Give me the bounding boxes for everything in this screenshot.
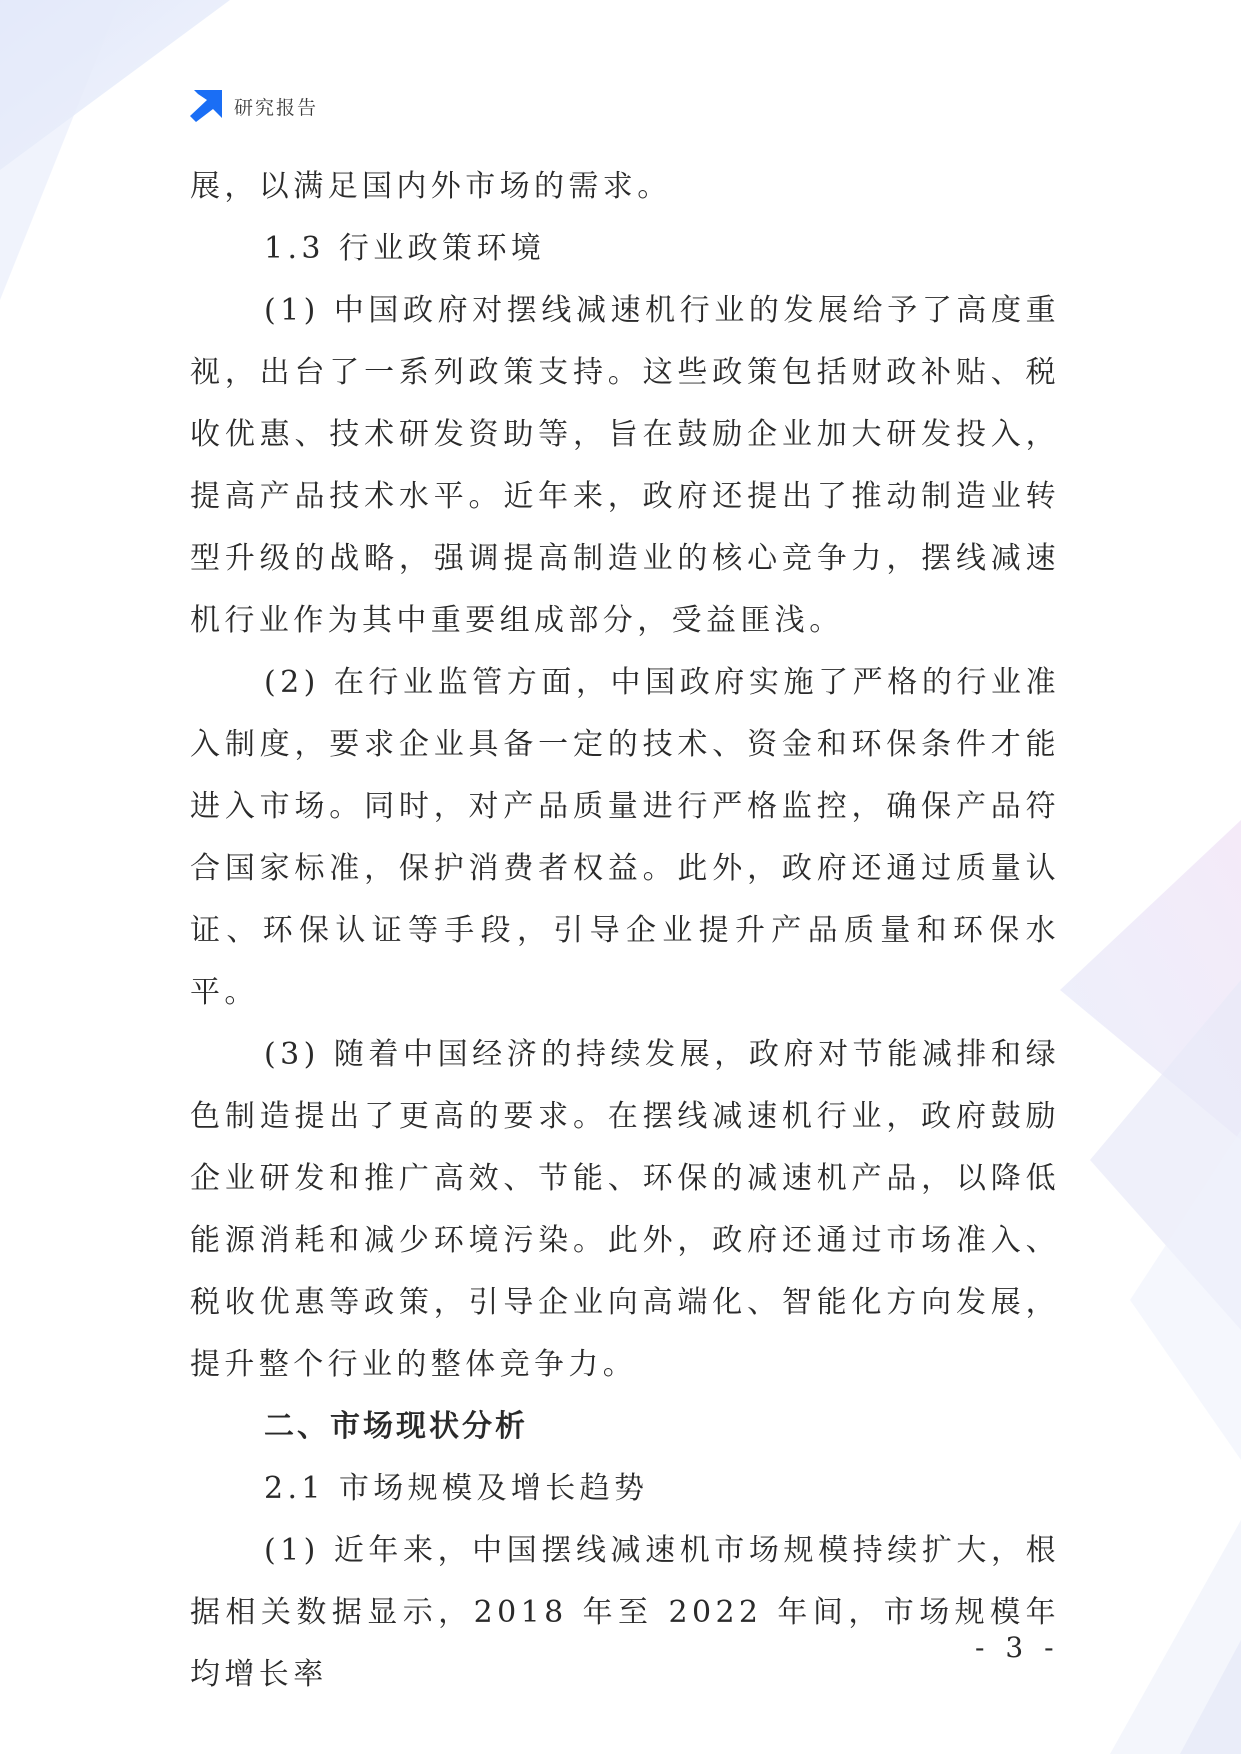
subsection-heading: 2.1 市场规模及增长趋势 (264, 1471, 649, 1506)
paragraph: (3) 随着中国经济的持续发展，政府对节能减排和绿色制造提出了更高的要求。在摆线减速机行业，政府鼓励企业研发和推广高效、节能、环保的减速机产品，以降低能源消耗和减少环境污染。此外，政府还通过市场准入、税收优惠等政策，引导企业向高端化、智能化方向发展，提升整个行业的整体竞争力。 (190, 1037, 1060, 1382)
arrow-up-right-icon (188, 90, 222, 122)
subsection-heading: 1.3 行业政策环境 (264, 231, 546, 266)
report-header (188, 90, 318, 122)
paragraph-continuation: 展，以满足国内外市场的需求。 (190, 169, 672, 204)
section-heading: 二、市场现状分析 (264, 1409, 528, 1444)
page-number: - 3 - (975, 1631, 1060, 1664)
paragraph: (1) 中国政府对摆线减速机行业的发展给予了高度重视，出台了一系列政策支持。这些政策包括财政补贴、税收优惠、技术研发资助等，旨在鼓励企业加大研发投入，提高产品技术水平。近年来，政府还提出了推动制造业转型升级的战略，强调提高制造业的核心竞争力，摆线减速机行业作为其中重要组成部分，受益匪浅。 (190, 293, 1060, 638)
paragraph: (2) 在行业监管方面，中国政府实施了严格的行业准入制度，要求企业具备一定的技术、资金和环保条件才能进入市场。同时，对产品质量进行严格监控，确保产品符合国家标准，保护消费者权益。此外，政府还通过质量认证、环保认证等手段，引导企业提升产品质量和环保水平。 (190, 665, 1060, 1010)
document-body (190, 156, 1060, 1706)
paragraph: (1) 近年来，中国摆线减速机市场规模持续扩大，根据相关数据显示，2018 年至 2022 年间，市场规模年均增长率 (190, 1533, 1060, 1692)
header-title: 研究报告 (234, 96, 319, 119)
